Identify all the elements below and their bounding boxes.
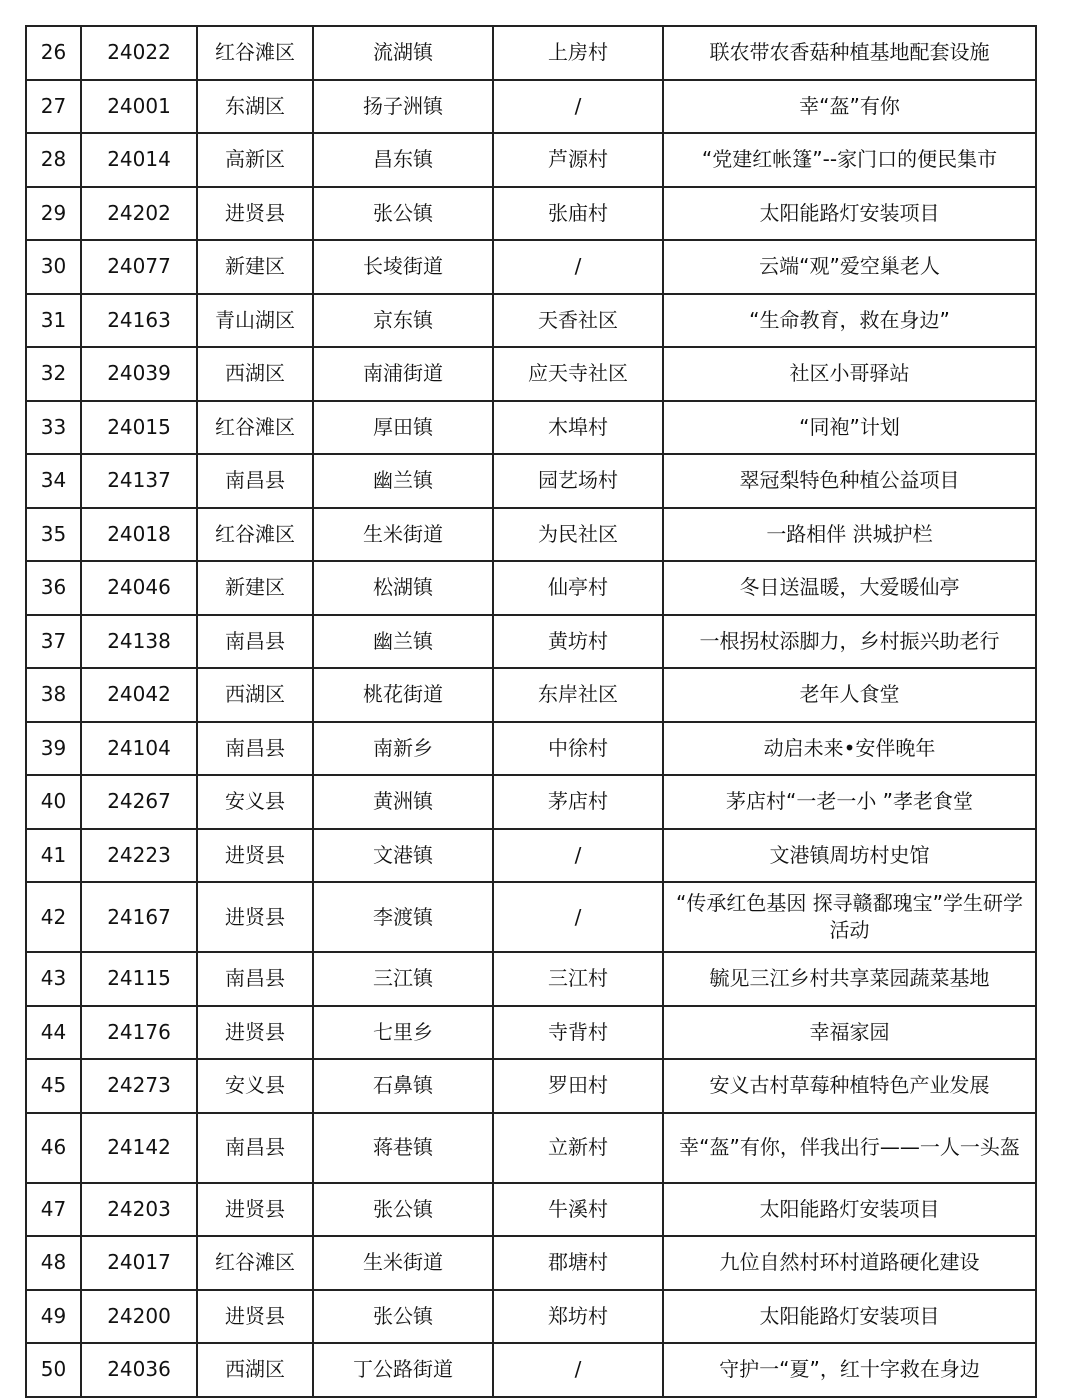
- town-cell: 三江镇: [313, 952, 493, 1006]
- row-number: 45: [26, 1059, 81, 1113]
- district-cell: 进贤县: [197, 1290, 313, 1344]
- row-number: 39: [26, 722, 81, 776]
- project-code: 24137: [81, 454, 197, 508]
- row-number: 42: [26, 882, 81, 952]
- project-name-cell: 社区小哥驿站: [663, 347, 1036, 401]
- project-code: 24042: [81, 668, 197, 722]
- village-cell: 园艺场村: [493, 454, 663, 508]
- project-name-cell: 翠冠梨特色种植公益项目: [663, 454, 1036, 508]
- town-cell: 幽兰镇: [313, 454, 493, 508]
- project-code: 24036: [81, 1343, 197, 1397]
- village-cell: 郡塘村: [493, 1236, 663, 1290]
- project-code: 24273: [81, 1059, 197, 1113]
- row-number: 34: [26, 454, 81, 508]
- project-code: 24077: [81, 240, 197, 294]
- row-number: 27: [26, 80, 81, 134]
- project-name-cell: 九位自然村环村道路硬化建设: [663, 1236, 1036, 1290]
- project-code: 24017: [81, 1236, 197, 1290]
- project-name-cell: 茅店村“一老一小 ”孝老食堂: [663, 775, 1036, 829]
- town-cell: 南新乡: [313, 722, 493, 776]
- project-code: 24104: [81, 722, 197, 776]
- project-name-cell: 文港镇周坊村史馆: [663, 829, 1036, 883]
- table-row: [26, 294, 1036, 348]
- project-table-body: [26, 26, 1036, 1397]
- town-cell: 张公镇: [313, 1183, 493, 1237]
- village-cell: 木埠村: [493, 401, 663, 455]
- town-cell: 流湖镇: [313, 26, 493, 80]
- project-name-cell: 动启未来•安伴晚年: [663, 722, 1036, 776]
- district-cell: 进贤县: [197, 1006, 313, 1060]
- district-cell: 进贤县: [197, 829, 313, 883]
- town-cell: 张公镇: [313, 187, 493, 241]
- row-number: 41: [26, 829, 81, 883]
- district-cell: 红谷滩区: [197, 508, 313, 562]
- table-row: [26, 1183, 1036, 1237]
- table-row: [26, 1006, 1036, 1060]
- project-name-cell: 太阳能路灯安装项目: [663, 1290, 1036, 1344]
- table-row: [26, 133, 1036, 187]
- village-cell: /: [493, 882, 663, 952]
- town-cell: 石鼻镇: [313, 1059, 493, 1113]
- table-row: [26, 26, 1036, 80]
- row-number: 29: [26, 187, 81, 241]
- row-number: 44: [26, 1006, 81, 1060]
- table-row: [26, 952, 1036, 1006]
- project-code: 24039: [81, 347, 197, 401]
- village-cell: 中徐村: [493, 722, 663, 776]
- town-cell: 七里乡: [313, 1006, 493, 1060]
- town-cell: 桃花街道: [313, 668, 493, 722]
- project-name-cell: “生命教育，救在身边”: [663, 294, 1036, 348]
- village-cell: /: [493, 1343, 663, 1397]
- district-cell: 南昌县: [197, 615, 313, 669]
- village-cell: 芦源村: [493, 133, 663, 187]
- table-row: [26, 240, 1036, 294]
- table-row: [26, 1113, 1036, 1183]
- row-number: 26: [26, 26, 81, 80]
- row-number: 48: [26, 1236, 81, 1290]
- town-cell: 昌东镇: [313, 133, 493, 187]
- district-cell: 安义县: [197, 1059, 313, 1113]
- project-code: 24115: [81, 952, 197, 1006]
- row-number: 38: [26, 668, 81, 722]
- row-number: 49: [26, 1290, 81, 1344]
- row-number: 40: [26, 775, 81, 829]
- village-cell: 张庙村: [493, 187, 663, 241]
- project-code: 24014: [81, 133, 197, 187]
- district-cell: 红谷滩区: [197, 1236, 313, 1290]
- project-code: 24163: [81, 294, 197, 348]
- project-code: 24018: [81, 508, 197, 562]
- village-cell: 东岸社区: [493, 668, 663, 722]
- district-cell: 红谷滩区: [197, 401, 313, 455]
- project-name-cell: 冬日送温暖，大爱暖仙亭: [663, 561, 1036, 615]
- project-name-cell: 毓见三江乡村共享菜园蔬菜基地: [663, 952, 1036, 1006]
- district-cell: 进贤县: [197, 1183, 313, 1237]
- district-cell: 新建区: [197, 561, 313, 615]
- row-number: 33: [26, 401, 81, 455]
- district-cell: 南昌县: [197, 454, 313, 508]
- row-number: 30: [26, 240, 81, 294]
- district-cell: 东湖区: [197, 80, 313, 134]
- project-code: 24223: [81, 829, 197, 883]
- project-code: 24200: [81, 1290, 197, 1344]
- village-cell: /: [493, 240, 663, 294]
- town-cell: 生米街道: [313, 1236, 493, 1290]
- district-cell: 南昌县: [197, 1113, 313, 1183]
- town-cell: 南浦街道: [313, 347, 493, 401]
- town-cell: 黄洲镇: [313, 775, 493, 829]
- project-name-cell: 联农带农香菇种植基地配套设施: [663, 26, 1036, 80]
- town-cell: 厚田镇: [313, 401, 493, 455]
- project-code: 24046: [81, 561, 197, 615]
- district-cell: 南昌县: [197, 952, 313, 1006]
- table-row: [26, 347, 1036, 401]
- district-cell: 高新区: [197, 133, 313, 187]
- town-cell: 长堎街道: [313, 240, 493, 294]
- table-row: [26, 401, 1036, 455]
- village-cell: 罗田村: [493, 1059, 663, 1113]
- district-cell: 安义县: [197, 775, 313, 829]
- project-table: [25, 25, 1037, 1398]
- district-cell: 南昌县: [197, 722, 313, 776]
- project-name-cell: 老年人食堂: [663, 668, 1036, 722]
- project-name-cell: 一根拐杖添脚力，乡村振兴助老行: [663, 615, 1036, 669]
- table-row: [26, 668, 1036, 722]
- table-row: [26, 882, 1036, 952]
- village-cell: /: [493, 80, 663, 134]
- row-number: 32: [26, 347, 81, 401]
- project-name-cell: 太阳能路灯安装项目: [663, 187, 1036, 241]
- project-code: 24176: [81, 1006, 197, 1060]
- project-name-cell: 幸福家园: [663, 1006, 1036, 1060]
- table-row: [26, 454, 1036, 508]
- town-cell: 京东镇: [313, 294, 493, 348]
- row-number: 46: [26, 1113, 81, 1183]
- village-cell: 郑坊村: [493, 1290, 663, 1344]
- village-cell: /: [493, 829, 663, 883]
- town-cell: 张公镇: [313, 1290, 493, 1344]
- table-row: [26, 775, 1036, 829]
- table-row: [26, 1236, 1036, 1290]
- table-row: [26, 1059, 1036, 1113]
- project-name-cell: “党建红帐篷”--家门口的便民集市: [663, 133, 1036, 187]
- district-cell: 西湖区: [197, 347, 313, 401]
- project-name-cell: 幸“盔”有你，伴我出行——一人一头盔: [663, 1113, 1036, 1183]
- town-cell: 幽兰镇: [313, 615, 493, 669]
- project-code: 24022: [81, 26, 197, 80]
- table-row: [26, 615, 1036, 669]
- row-number: 36: [26, 561, 81, 615]
- project-code: 24142: [81, 1113, 197, 1183]
- table-row: [26, 508, 1036, 562]
- table-row: [26, 187, 1036, 241]
- table-row: [26, 80, 1036, 134]
- district-cell: 西湖区: [197, 1343, 313, 1397]
- table-row: [26, 829, 1036, 883]
- district-cell: 新建区: [197, 240, 313, 294]
- village-cell: 应天寺社区: [493, 347, 663, 401]
- table-row: [26, 1290, 1036, 1344]
- district-cell: 西湖区: [197, 668, 313, 722]
- project-name-cell: 幸“盔”有你: [663, 80, 1036, 134]
- village-cell: 茅店村: [493, 775, 663, 829]
- row-number: 47: [26, 1183, 81, 1237]
- project-name-cell: 云端“观”爱空巢老人: [663, 240, 1036, 294]
- town-cell: 扬子洲镇: [313, 80, 493, 134]
- table-row: [26, 561, 1036, 615]
- row-number: 43: [26, 952, 81, 1006]
- project-code: 24267: [81, 775, 197, 829]
- village-cell: 三江村: [493, 952, 663, 1006]
- project-code: 24202: [81, 187, 197, 241]
- village-cell: 为民社区: [493, 508, 663, 562]
- project-name-cell: 安义古村草莓种植特色产业发展: [663, 1059, 1036, 1113]
- project-name-cell: 太阳能路灯安装项目: [663, 1183, 1036, 1237]
- project-code: 24138: [81, 615, 197, 669]
- project-code: 24001: [81, 80, 197, 134]
- row-number: 50: [26, 1343, 81, 1397]
- village-cell: 上房村: [493, 26, 663, 80]
- table-row: [26, 1343, 1036, 1397]
- village-cell: 立新村: [493, 1113, 663, 1183]
- town-cell: 蒋巷镇: [313, 1113, 493, 1183]
- project-code: 24167: [81, 882, 197, 952]
- village-cell: 仙亭村: [493, 561, 663, 615]
- town-cell: 生米街道: [313, 508, 493, 562]
- row-number: 37: [26, 615, 81, 669]
- village-cell: 黄坊村: [493, 615, 663, 669]
- row-number: 31: [26, 294, 81, 348]
- project-name-cell: 一路相伴 洪城护栏: [663, 508, 1036, 562]
- town-cell: 李渡镇: [313, 882, 493, 952]
- district-cell: 进贤县: [197, 187, 313, 241]
- district-cell: 红谷滩区: [197, 26, 313, 80]
- row-number: 35: [26, 508, 81, 562]
- district-cell: 青山湖区: [197, 294, 313, 348]
- village-cell: 牛溪村: [493, 1183, 663, 1237]
- district-cell: 进贤县: [197, 882, 313, 952]
- town-cell: 文港镇: [313, 829, 493, 883]
- project-name-cell: “传承红色基因 探寻赣鄱瑰宝”学生研学活动: [663, 882, 1036, 952]
- project-code: 24203: [81, 1183, 197, 1237]
- town-cell: 松湖镇: [313, 561, 493, 615]
- row-number: 28: [26, 133, 81, 187]
- table-row: [26, 722, 1036, 776]
- village-cell: 天香社区: [493, 294, 663, 348]
- project-name-cell: “同袍”计划: [663, 401, 1036, 455]
- project-code: 24015: [81, 401, 197, 455]
- town-cell: 丁公路街道: [313, 1343, 493, 1397]
- village-cell: 寺背村: [493, 1006, 663, 1060]
- project-name-cell: 守护一“夏”，红十字救在身边: [663, 1343, 1036, 1397]
